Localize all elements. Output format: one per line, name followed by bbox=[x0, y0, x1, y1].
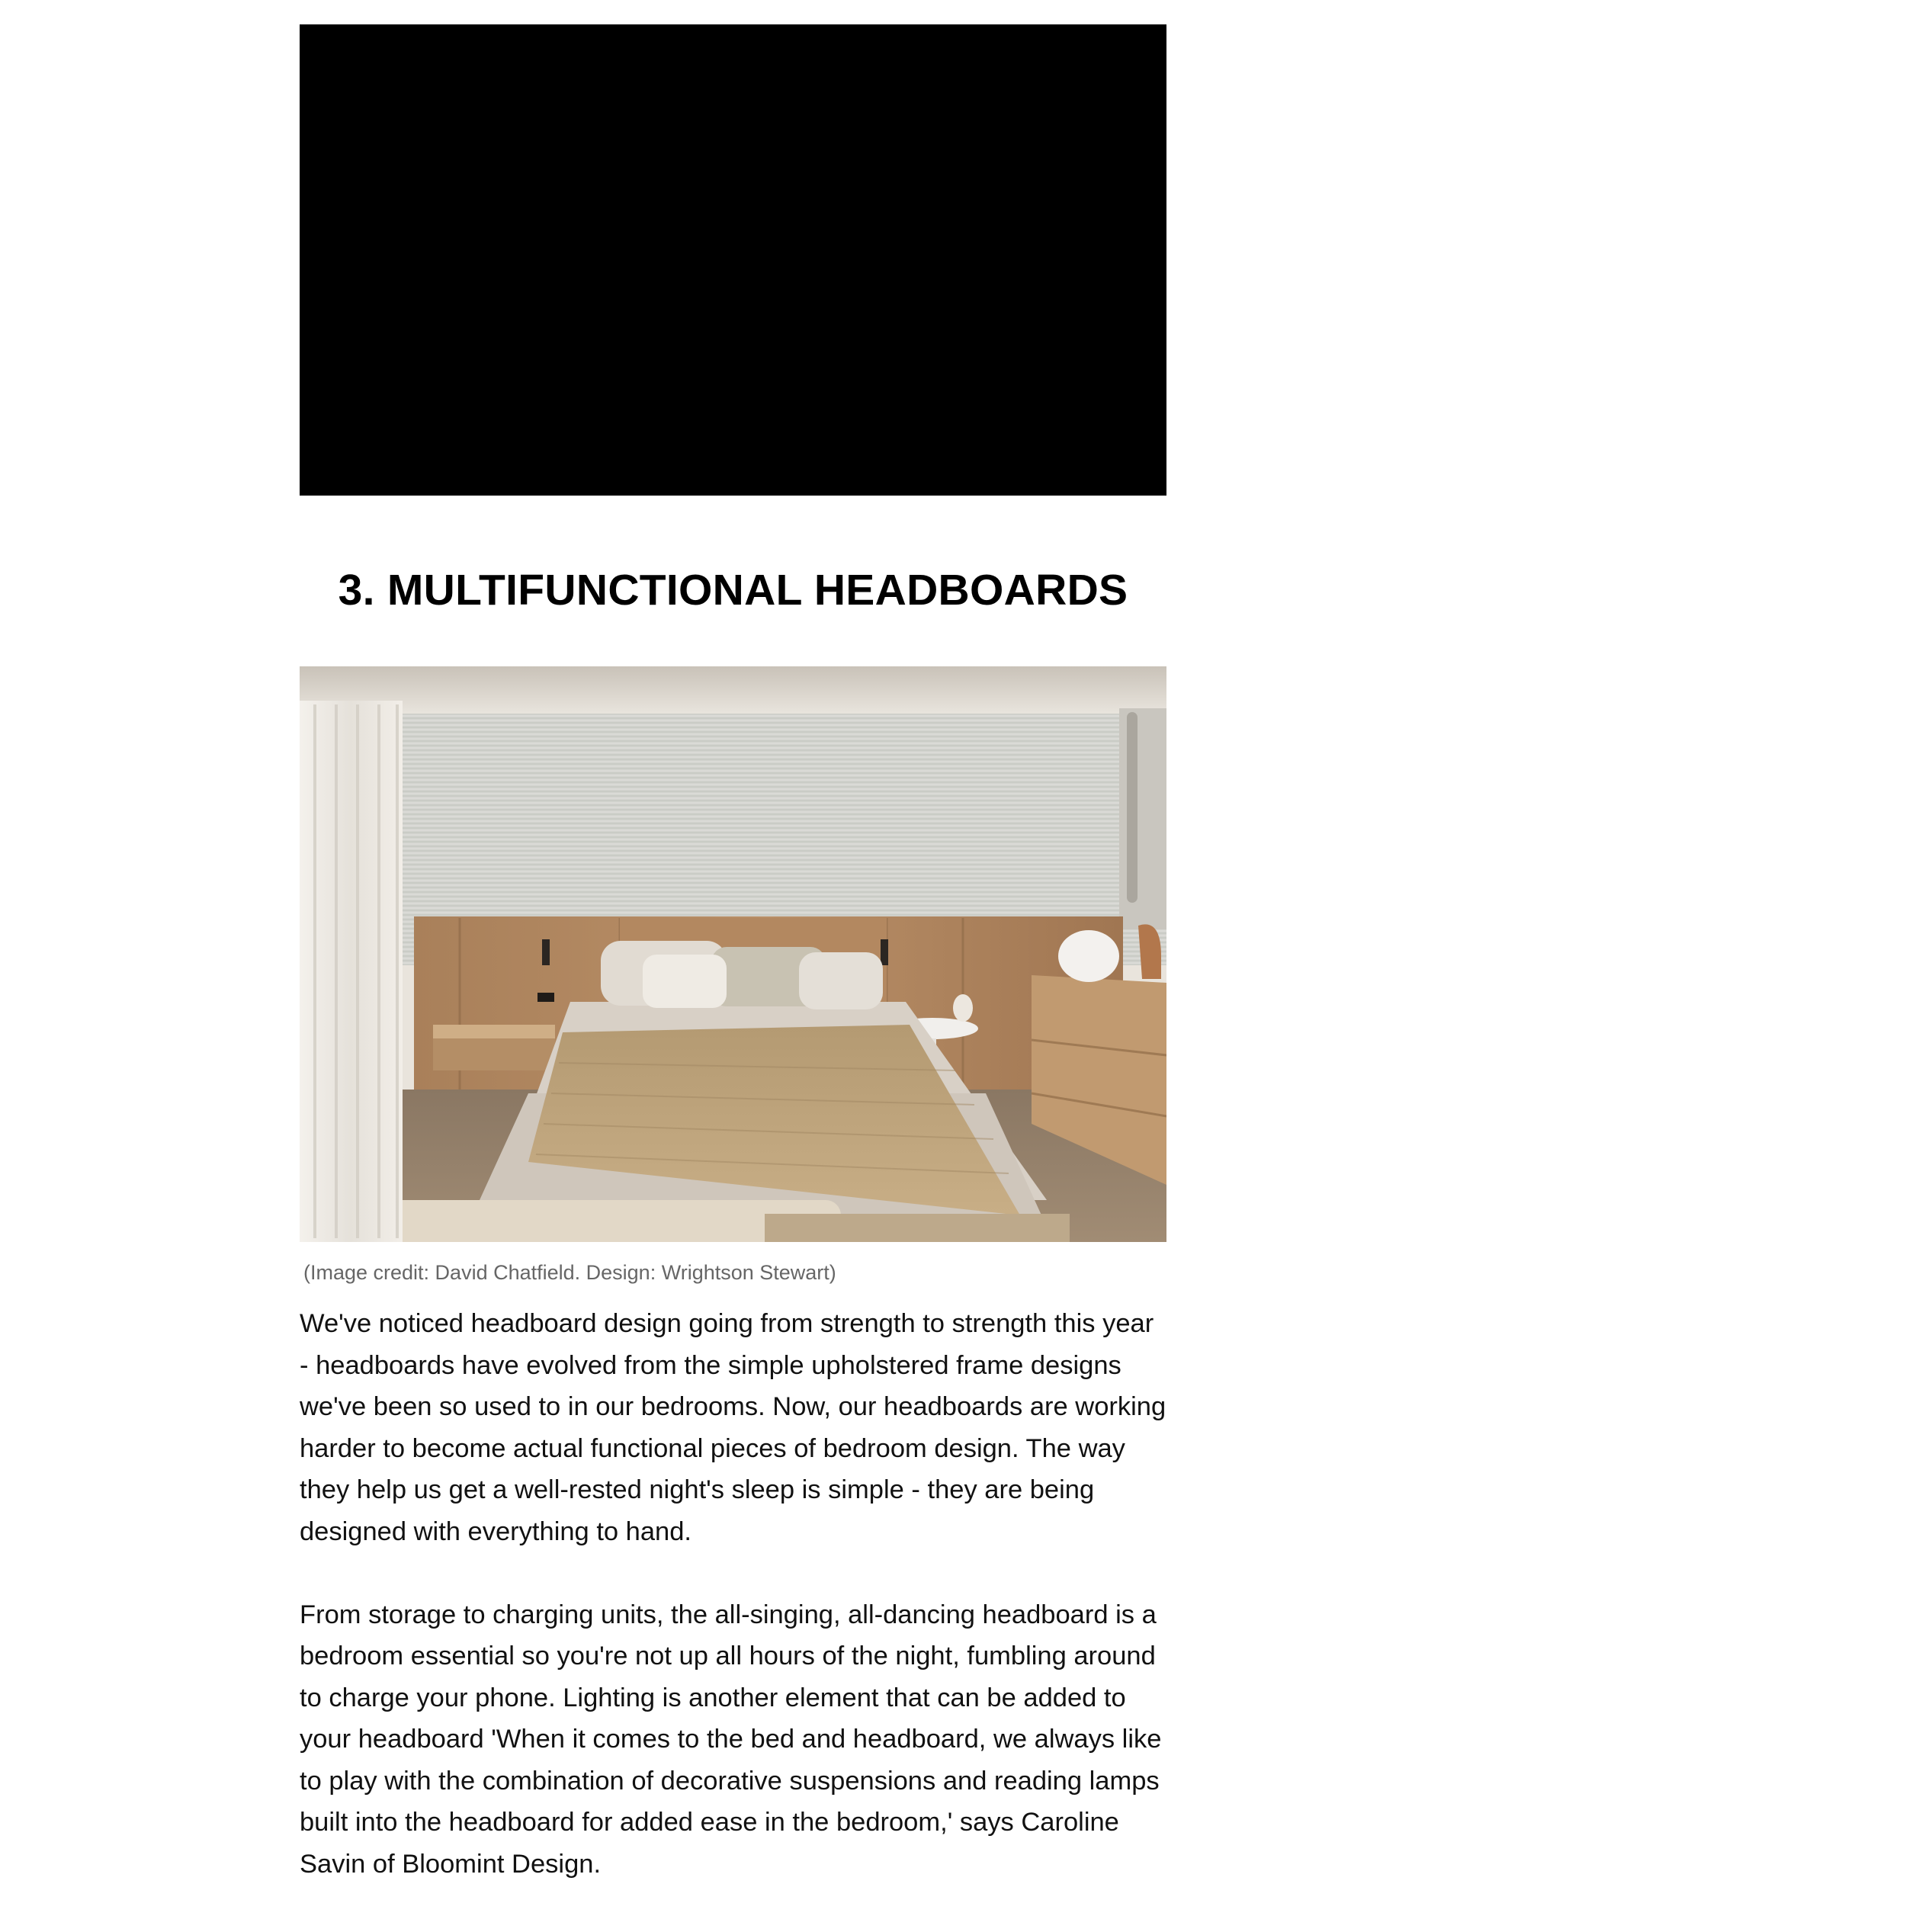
article-figure bbox=[300, 666, 1166, 1286]
video-player[interactable] bbox=[300, 24, 1166, 496]
body-paragraph: From storage to charging units, the all-singing, all-dancing headboard is a bedroom essential so you're not up all hours of the night, fumbling around to charge your phone. Lighting is another element that can be added to your headboard 'When it comes to the bed and headboard, we always like to play with the combination of decorative suspensions and reading lamps built into the headboard for added ease in the bedroom,' says Caroline Savin of Bloomint Design. bbox=[300, 1600, 1162, 1879]
image-credit-caption: (Image credit: David Chatfield. Design: Wrightson Stewart) bbox=[303, 1261, 836, 1284]
article-body bbox=[300, 24, 1166, 1885]
bedroom-photo bbox=[300, 666, 1166, 1242]
body-paragraph: We've noticed headboard design going from strength to strength this year - headboards have evolved from the simple upholstered frame designs we've been so used to in our bedrooms. Now, our headboards are working harder to become actual functional pieces of bedroom design. The way they help us get a well-rested night's sleep is simple - they are being designed with everything to hand. bbox=[300, 1309, 1166, 1546]
section-heading: 3. MULTIFUNCTIONAL HEADBOARDS bbox=[338, 566, 1128, 615]
